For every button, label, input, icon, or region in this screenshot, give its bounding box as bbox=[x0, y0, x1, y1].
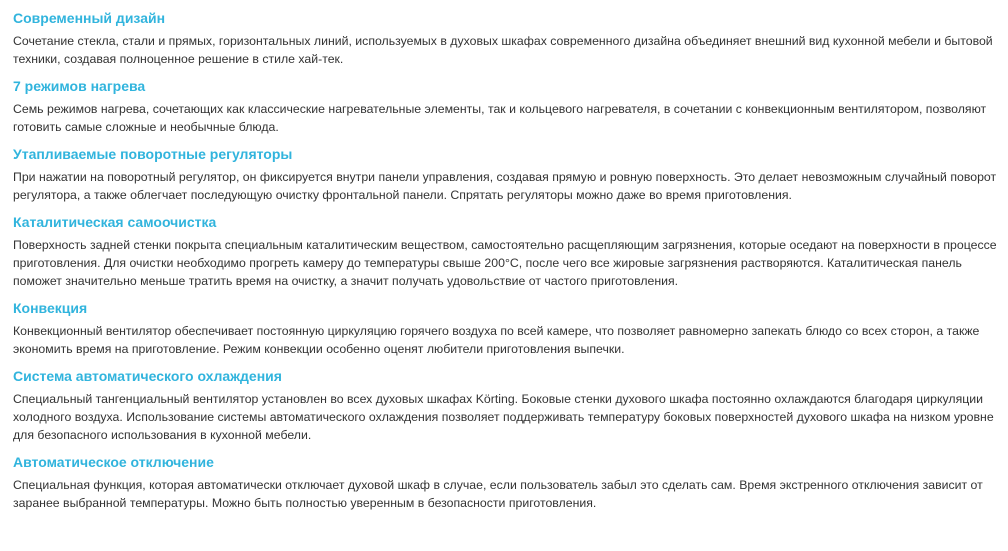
feature-title: Система автоматического охлаждения bbox=[13, 368, 282, 384]
feature-catalytic-cleaning bbox=[13, 213, 1005, 290]
feature-title: Каталитическая самоочистка bbox=[13, 214, 217, 230]
feature-retractable-knobs bbox=[13, 145, 1005, 204]
feature-title: Утапливаемые поворотные регуляторы bbox=[13, 146, 293, 162]
feature-description: Поверхность задней стенки покрыта специальным каталитическим веществом, самостоятельно расщепляющим загрязнения, которые оседают на поверхности в процессе приготовления. Для очистки необходимо прогреть камеру до температуры свыше 200°С, после чего все жировые загрязнения растворяются. Каталитическая панель поможет значительно меньше тратить время на очистку, а значит получать удовольствие от частого приготовления. bbox=[13, 238, 997, 288]
feature-description: Сочетание стекла, стали и прямых, горизонтальных линий, используемых в духовых шкафах современного дизайна объединяет внешний вид кухонной мебели и бытовой техники, создавая полноценное решение в стиле хай-тек. bbox=[13, 34, 993, 66]
feature-auto-shutoff bbox=[13, 453, 1005, 512]
feature-description: Семь режимов нагрева, сочетающих как классические нагревательные элементы, так и кольцевого нагревателя, в сочетании с конвекционным вентилятором, позволяют готовить самые сложные и необычные блюда. bbox=[13, 102, 987, 134]
feature-title: Конвекция bbox=[13, 300, 88, 316]
feature-auto-cooling bbox=[13, 367, 1005, 444]
feature-convection bbox=[13, 299, 1005, 358]
feature-description: Конвекционный вентилятор обеспечивает постоянную циркуляцию горячего воздуха по всей камере, что позволяет равномерно запекать блюдо со всех сторон, а также экономить время на приготовление. Режим конвекции особенно оценят любители приготовления выпечки. bbox=[13, 324, 980, 356]
feature-description: Специальная функция, которая автоматически отключает духовой шкаф в случае, если пользователь забыл это сделать сам. Время экстренного отключения зависит от заранее выбранной температуры. Можно быть полностью уверенным в безопасности приготовления. bbox=[13, 478, 983, 510]
feature-modern-design bbox=[13, 9, 1005, 68]
feature-description: При нажатии на поворотный регулятор, он фиксируется внутри панели управления, создавая прямую и ровную поверхность. Это делает невозможным случайный поворот регулятора, а также облегчает последующую очистку фронтальной панели. Спрятать регуляторы можно даже во время приготовления. bbox=[13, 170, 997, 202]
feature-description: Специальный тангенциальный вентилятор установлен во всех духовых шкафах Körting. Боковые стенки духового шкафа постоянно охлаждаются благодаря циркуляции холодного воздуха. Использование системы автоматического охлаждения позволяет поддерживать температуру боковых поверхностей духового шкафа на низком уровне для безопасного использования в кухонной мебели. bbox=[13, 392, 994, 442]
feature-heating-modes bbox=[13, 77, 1005, 136]
feature-title: Современный дизайн bbox=[13, 10, 166, 26]
feature-title: Автоматическое отключение bbox=[13, 454, 214, 470]
feature-list bbox=[13, 9, 1005, 521]
feature-title: 7 режимов нагрева bbox=[13, 78, 146, 94]
